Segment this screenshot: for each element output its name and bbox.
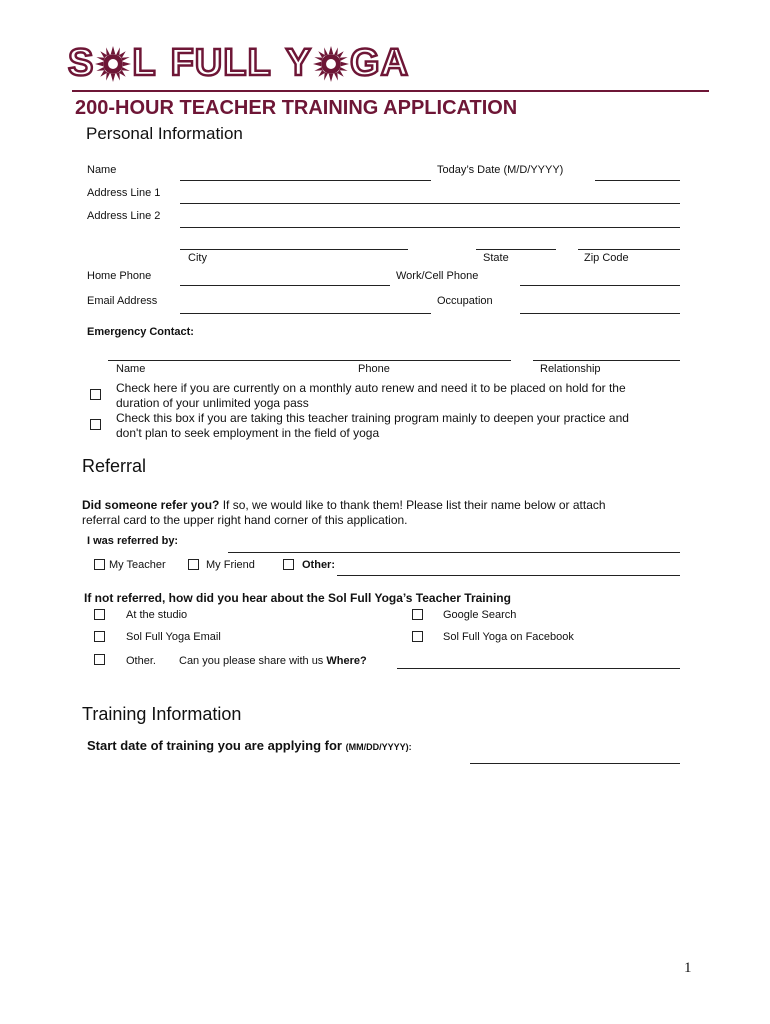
other-source-field[interactable] [397,668,680,669]
start-date-format: (MM/DD/YYYY): [345,742,412,752]
state-label: State [483,252,509,264]
my-teacher-label: My Teacher [109,559,166,571]
address1-label: Address Line 1 [87,187,161,199]
work-phone-field[interactable] [520,285,680,286]
start-date-label [87,737,412,755]
start-date-text: Start date of training you are applying for [87,738,346,753]
google-search-label: Google Search [443,609,517,621]
facebook-checkbox[interactable] [412,631,423,642]
deepen-practice-checkbox[interactable] [90,419,101,430]
email-label: Email Address [87,295,158,307]
google-search-checkbox[interactable] [412,609,423,620]
other-referral-label: Other: [302,559,335,571]
share-where-bold: Where? [326,655,367,667]
deepen-practice-text-1: Check this box if you are taking this teacher training program mainly to deepen your practice and [116,411,629,425]
city-label: City [188,252,207,264]
name-label: Name [87,164,117,176]
share-where-text: Can you please share with us [179,655,327,667]
emergency-name-phone-field[interactable] [108,360,511,361]
at-studio-label: At the studio [126,609,188,621]
other-source-label: Other. [126,655,156,667]
occupation-field[interactable] [520,313,680,314]
logo-letters-ga: GA [350,42,410,84]
section-heading-personal: Personal Information [86,124,243,143]
logo-word-full: FULL [170,42,272,84]
address2-label: Address Line 2 [87,210,161,222]
sun-icon [95,46,131,82]
email-field[interactable] [180,313,431,314]
at-studio-checkbox[interactable] [94,609,105,620]
page-title: 200-HOUR TEACHER TRAINING APPLICATION [75,97,518,119]
auto-renew-hold-text-1: Check here if you are currently on a monthly auto renew and need it to be placed on hold for the [116,381,626,395]
section-heading-training: Training Information [82,704,242,724]
sol-full-yoga-email-label: Sol Full Yoga Email [126,631,221,643]
logo-letter-y: Y [285,42,313,84]
start-date-field[interactable] [470,763,680,764]
my-friend-label: My Friend [206,559,255,571]
other-referral-field[interactable] [337,575,680,576]
home-phone-label: Home Phone [87,270,152,282]
emergency-relationship-field[interactable] [533,360,680,361]
emergency-contact-label: Emergency Contact: [87,326,194,338]
occupation-label: Occupation [437,295,493,307]
sun-icon [313,46,349,82]
referral-question-rest: If so, we would like to thank them! Please list their name below or attach [219,498,606,512]
name-field[interactable] [180,180,431,181]
home-phone-field[interactable] [180,285,390,286]
referral-question-bold: Did someone refer you? [82,498,220,512]
todays-date-label: Today’s Date (M/D/YYYY) [437,164,564,176]
logo-letter-s: S [68,42,95,84]
auto-renew-hold-text-2: duration of your unlimited yoga pass [116,396,309,410]
emergency-name-label: Name [116,363,146,375]
facebook-label: Sol Full Yoga on Facebook [443,631,574,643]
sol-full-yoga-logo [68,42,409,84]
page-number: 1 [684,960,692,976]
other-referral-checkbox[interactable] [283,559,294,570]
logo-letter-l: L [132,42,157,84]
referred-by-label: I was referred by: [87,535,179,547]
emergency-relationship-label: Relationship [540,363,601,375]
emergency-phone-label: Phone [358,363,390,375]
deepen-practice-text-2: don't plan to seek employment in the field of yoga [116,426,380,440]
sol-full-yoga-email-checkbox[interactable] [94,631,105,642]
my-teacher-checkbox[interactable] [94,559,105,570]
section-heading-referral: Referral [82,456,147,476]
my-friend-checkbox[interactable] [188,559,199,570]
header-rule [72,90,709,92]
city-field[interactable] [180,249,408,250]
referred-by-field[interactable] [228,552,680,553]
share-where-label [179,655,367,667]
zip-field[interactable] [578,249,680,250]
zip-label: Zip Code [584,252,629,264]
todays-date-field[interactable] [595,180,680,181]
referral-question [82,498,606,512]
auto-renew-hold-checkbox[interactable] [90,389,101,400]
referral-question-line2: referral card to the upper right hand corner of this application. [82,513,408,527]
address2-field[interactable] [180,227,680,228]
address1-field[interactable] [180,203,680,204]
state-field[interactable] [476,249,556,250]
how-heard-label: If not referred, how did you hear about the Sol Full Yoga’s Teacher Training [84,591,511,605]
other-source-checkbox[interactable] [94,654,105,665]
work-phone-label: Work/Cell Phone [396,270,479,282]
